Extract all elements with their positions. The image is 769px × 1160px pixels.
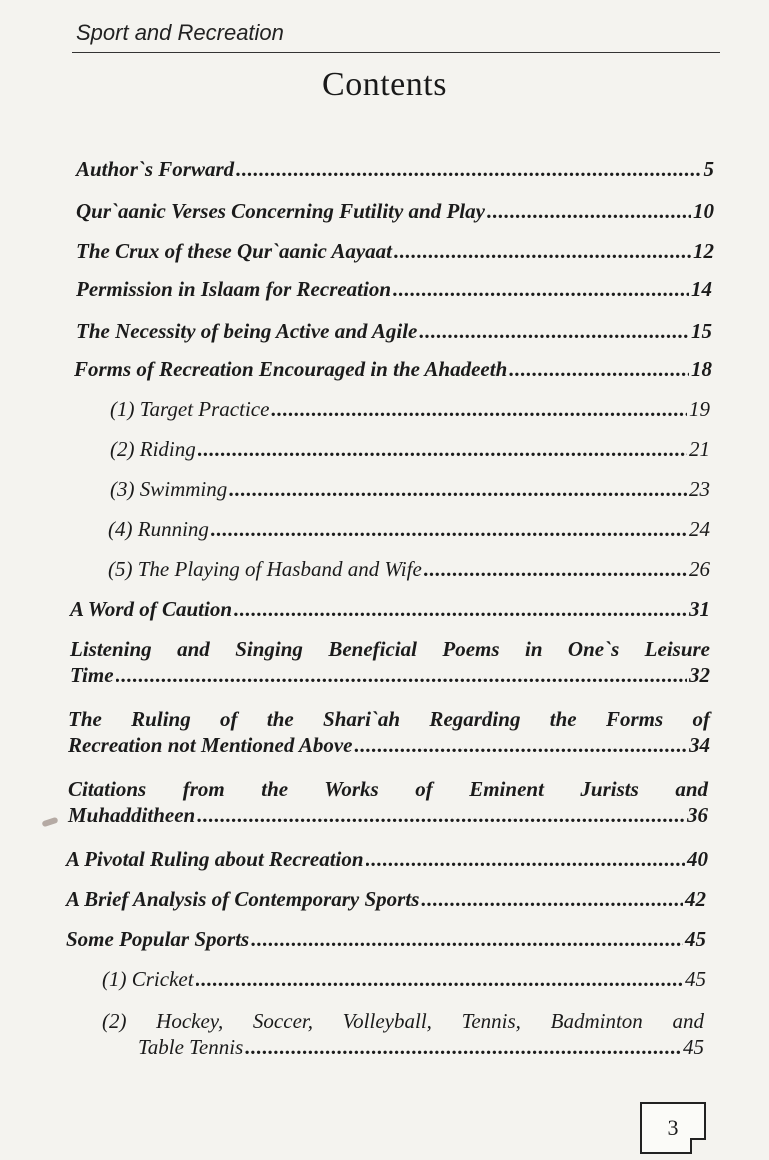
toc-entry[interactable] (76, 318, 712, 344)
toc-entry-label-line1: Citations from the Works of Eminent Jurists and (68, 777, 708, 801)
toc-entry[interactable] (66, 886, 706, 912)
toc-subentry[interactable] (110, 436, 710, 462)
dot-leader (393, 276, 689, 302)
toc-subentry[interactable] (102, 1008, 704, 1060)
toc-entry-label: The Necessity of being Active and Agile (76, 319, 418, 343)
dot-leader (419, 318, 689, 344)
toc-entry-page: 21 (689, 437, 710, 461)
toc-entry-page: 42 (685, 887, 706, 911)
dot-leader (424, 556, 687, 582)
toc-subentry[interactable] (110, 476, 710, 502)
toc-entry-page: 26 (689, 557, 710, 581)
toc-entry-page: 12 (693, 239, 714, 263)
toc-entry-label: A Brief Analysis of Contemporary Sports (66, 887, 420, 911)
toc-entry-page: 19 (689, 397, 710, 421)
dot-leader (245, 1034, 681, 1060)
dot-leader (198, 436, 687, 462)
dot-leader (509, 356, 689, 382)
toc-entry-label: Permission in Islaam for Recreation (76, 277, 392, 301)
toc-subentry[interactable] (110, 396, 710, 422)
toc-entry-label-line2: Time (70, 663, 114, 687)
toc-entry-label: The Crux of these Qur`aanic Aayaat (76, 239, 392, 263)
toc-entry-line2 (68, 732, 710, 758)
dot-leader (421, 886, 683, 912)
toc-entry-page: 32 (689, 663, 710, 687)
page-title: Contents (322, 66, 447, 103)
toc-entry-page: 18 (691, 357, 712, 381)
toc-entry-page: 45 (683, 1035, 704, 1059)
toc-entry[interactable] (76, 198, 714, 224)
toc-entry-page: 45 (685, 927, 706, 951)
toc-entry-page: 5 (703, 157, 714, 181)
toc-entry-label-line2: Table Tennis (138, 1035, 244, 1059)
toc-entry-label-line2: Recreation not Mentioned Above (68, 733, 353, 757)
toc-entry[interactable] (74, 356, 712, 382)
toc-subentry[interactable] (102, 966, 706, 992)
toc-entry-label: Qur`aanic Verses Concerning Futility and Play (76, 199, 485, 223)
toc-entry-page: 23 (689, 477, 710, 501)
toc-entry-label: A Word of Caution (70, 597, 233, 621)
toc-entry-page: 10 (693, 199, 714, 223)
dot-leader (236, 156, 701, 182)
toc-entry-label: (4) Running (108, 517, 209, 541)
dot-leader (116, 662, 687, 688)
toc-entry[interactable] (76, 156, 714, 182)
toc-entry[interactable] (68, 776, 708, 828)
toc-entry-label-line1: (2) Hockey, Soccer, Volleyball, Tennis, Badminton and (102, 1009, 704, 1033)
toc-entry-page: 31 (689, 597, 710, 621)
running-head: Sport and Recreation (76, 20, 284, 45)
toc-entry-label-line1: Listening and Singing Beneficial Poems in One`s Leisure (70, 637, 710, 661)
toc-entry-label-line1: The Ruling of the Shari`ah Regarding the Forms of (68, 707, 710, 731)
toc-entry-label: Forms of Recreation Encouraged in the Ahadeeth (74, 357, 508, 381)
toc-entry[interactable] (76, 276, 712, 302)
dot-leader (394, 238, 691, 264)
toc-entry-page: 40 (687, 847, 708, 871)
dot-leader (211, 516, 687, 542)
dot-leader (234, 596, 687, 622)
toc-entry-label: (2) Riding (110, 437, 196, 461)
toc-entry[interactable] (70, 596, 710, 622)
toc-entry-label: (1) Cricket (102, 967, 194, 991)
dot-leader (487, 198, 691, 224)
toc-entry-line2 (102, 1034, 704, 1060)
toc-entry-page: 24 (689, 517, 710, 541)
toc-entry-page: 45 (685, 967, 706, 991)
toc-entry-page: 15 (691, 319, 712, 343)
toc-subentry[interactable] (108, 556, 710, 582)
dot-leader (354, 732, 687, 758)
toc-entry[interactable] (66, 846, 708, 872)
toc-entry-page: 14 (691, 277, 712, 301)
toc-entry-label: A Pivotal Ruling about Recreation (66, 847, 364, 871)
dot-leader (229, 476, 687, 502)
toc-entry-label: (3) Swimming (110, 477, 228, 501)
toc-subentry[interactable] (108, 516, 710, 542)
dot-leader (197, 802, 685, 828)
toc-entry-line2 (70, 662, 710, 688)
toc-entry-label: Some Popular Sports (66, 927, 250, 951)
toc-entry-page: 36 (687, 803, 708, 827)
dot-leader (251, 926, 683, 952)
toc-entry-page: 34 (689, 733, 710, 757)
toc-entry-label: (5) The Playing of Hasband and Wife (108, 557, 422, 581)
toc-entry-line2 (68, 802, 708, 828)
dot-leader (271, 396, 687, 422)
page-number-badge (640, 1102, 706, 1154)
toc-entry[interactable] (68, 706, 710, 758)
toc-entry-label: (1) Target Practice (110, 397, 270, 421)
toc-entry[interactable] (76, 238, 714, 264)
toc-entry[interactable] (66, 926, 706, 952)
dot-leader (196, 966, 683, 992)
dot-leader (366, 846, 685, 872)
page-number: 3 (667, 1115, 679, 1140)
toc-entry-label-line2: Muhadditheen (68, 803, 196, 827)
toc-entry[interactable] (70, 636, 710, 688)
toc-entry-label: Author`s Forward (76, 157, 235, 181)
